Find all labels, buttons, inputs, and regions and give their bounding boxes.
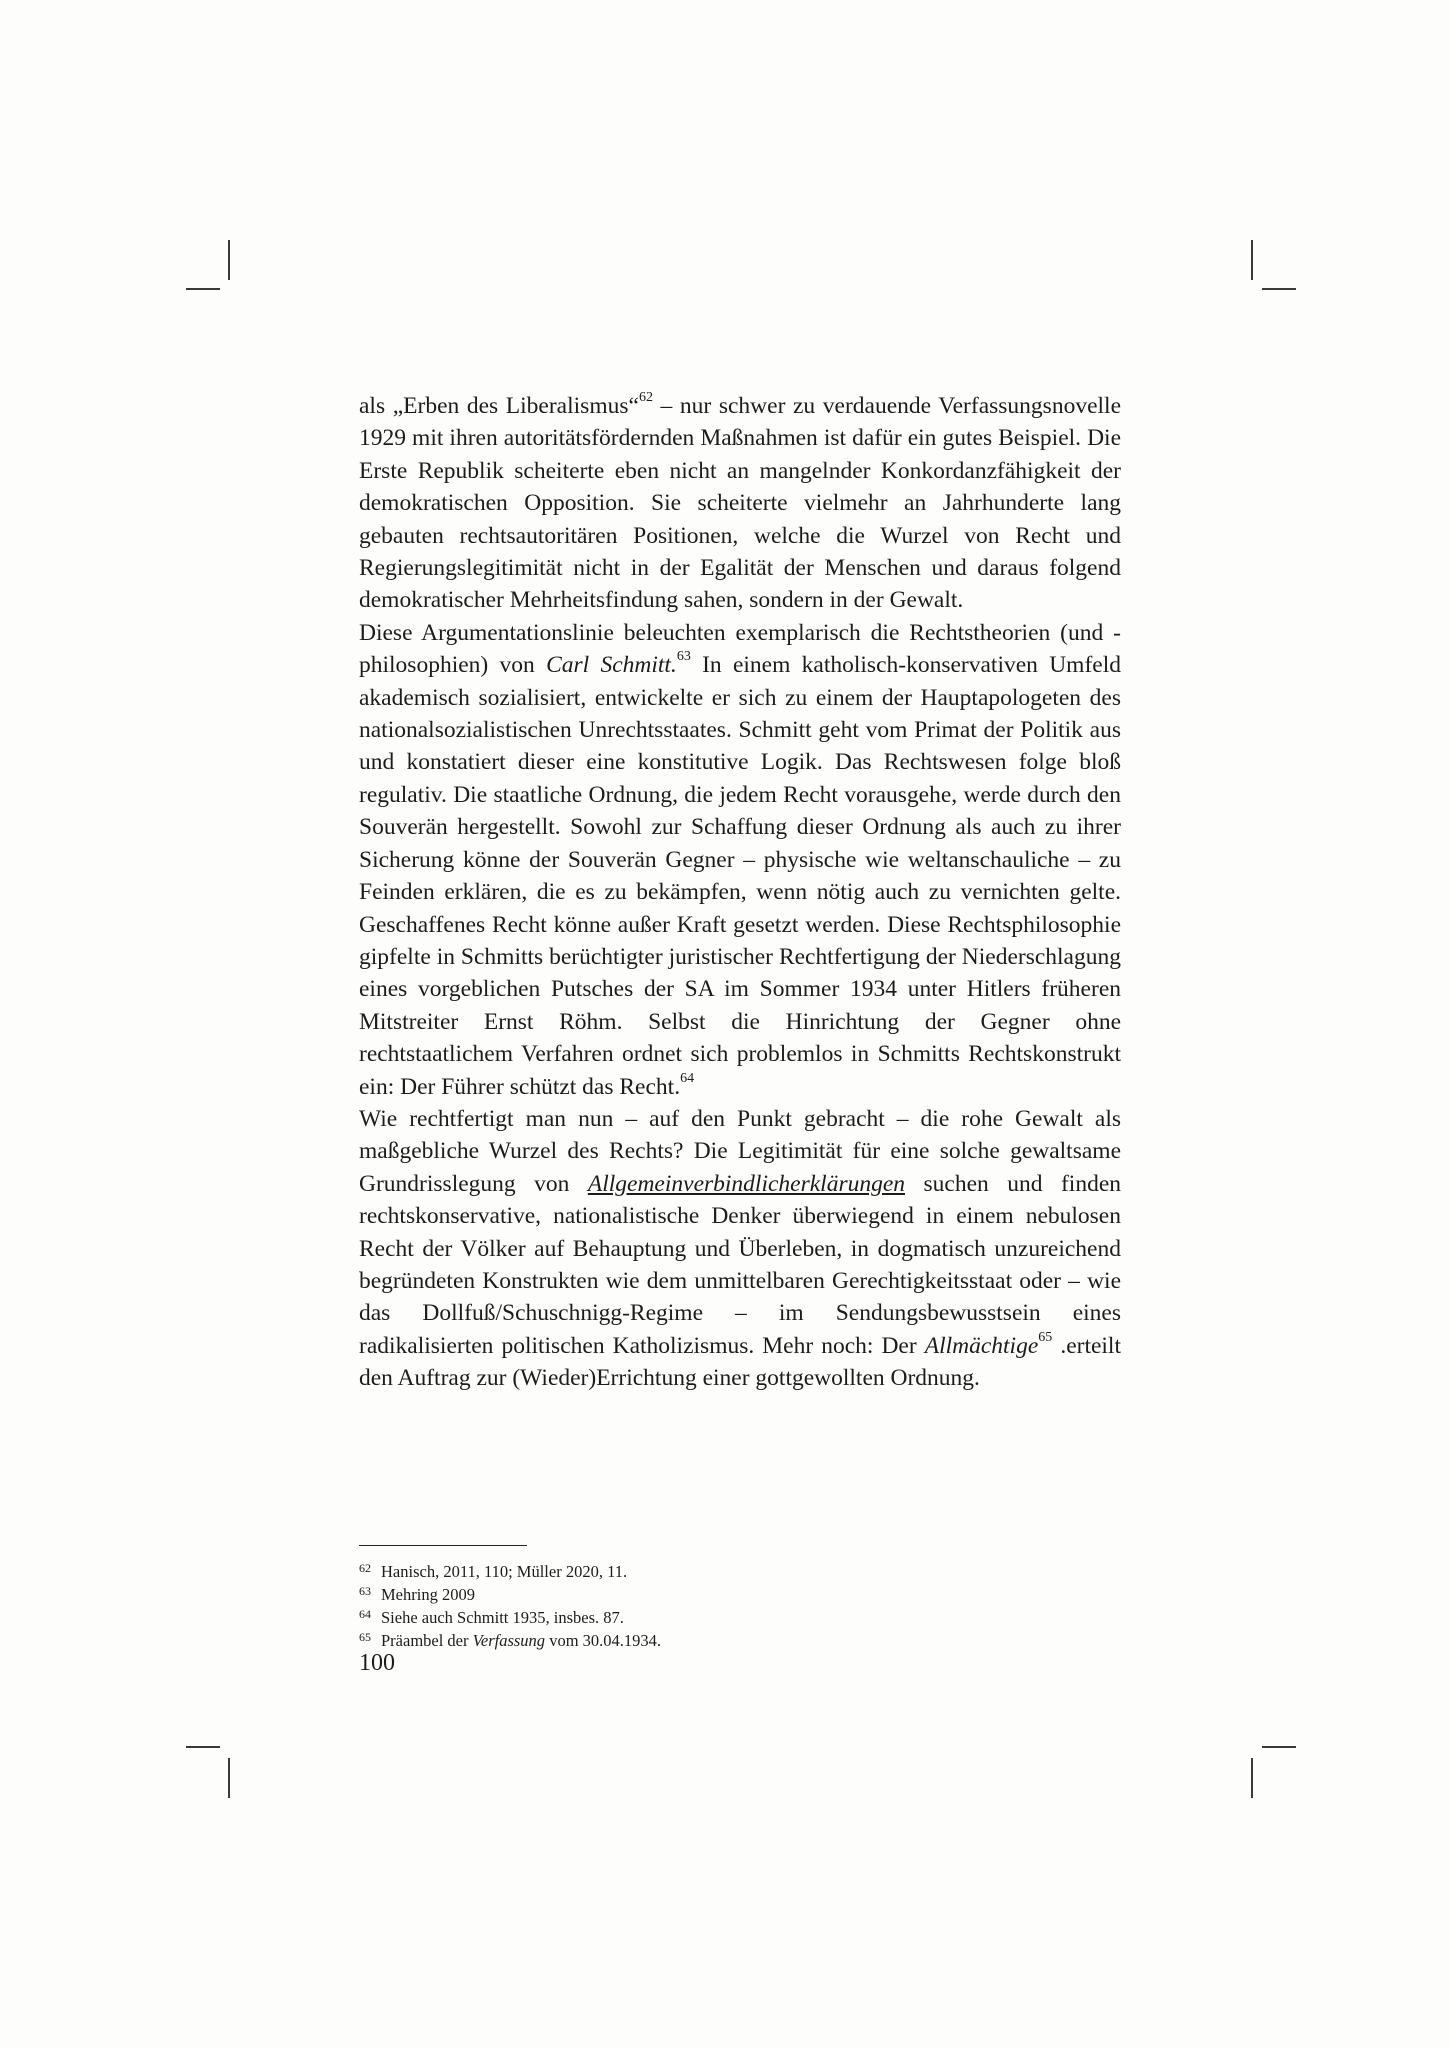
footnote: 62 Hanisch, 2011, 110; Müller 2020, 11. — [359, 1561, 628, 1581]
footnotes — [359, 1545, 1121, 1652]
crop-mark — [228, 240, 230, 280]
crop-mark — [1262, 1746, 1296, 1748]
crop-mark — [1251, 1758, 1253, 1798]
paragraph: als „Erben des Liberalismus“$^{62}$ – nur schwer zu verdauende Verfassungsnovelle 1929 mit ihren autoritätsfördernden Maßnahmen ist dafür ein gutes Beispiel. Die Erste Republik scheiterte eben nicht an mangelnder Konkordanzfähigkeit der demokratischen Opposition. Sie scheiterte vielmehr an Jahrhunderte lang gebauten rechtsautoritären Positionen, welche die Wurzel von Recht und Regierungslegitimität nicht in der Egalität der Menschen und daraus folgend demokratischer Mehrheitsfindung sahen, sondern in der Gewalt. — [359, 390, 1121, 614]
paragraph: Diese Argumentationslinie beleuchten exemplarisch die Rechtstheorien (und -philosophien) von Carl Schmitt.$^{63}$ In einem katholisch-konservativen Umfeld akademisch sozialisiert, entwickelte er sich zu einem der Hauptapologeten des nationalsozialistischen Unrechtsstaates. Schmitt geht vom Primat der Politik aus und konstatiert dieser eine konstitutive Logik. Das Rechtswesen folge bloß regulativ. Die staatliche Ordnung, die jedem Recht vorausgehe, werde durch den Souverän hergestellt. Sowohl zur Schaffung dieser Ordnung als auch zu ihrer Sicherung könne der Souverän Gegner – physische wie weltanschauliche – zu Feinden erklären, die es zu bekämpfen, wenn nötig auch zu vernichten gelte. Geschaffenes Recht könne außer Kraft gesetzt werden. Diese Rechtsphilosophie gipfelte in Schmitts berüchtigter juristischer Rechtfertigung der Niederschlagung eines vorgeblichen Putsches der SA im Sommer 1934 unter Hitlers früheren Mitstreiter Ernst Röhm. Selbst die Hinrichtung der Gegner ohne rechtstaatlichem Verfahren ordnet sich problemlos in Schmitts Rechtskonstrukt ein: Der Führer schützt das Recht.$^{64}$ — [359, 619, 1121, 1100]
crop-mark — [186, 288, 220, 290]
footnote: 65 Präambel der Verfassung vom 30.04.1934. — [359, 1630, 662, 1650]
footnote: 64 Siehe auch Schmitt 1935, insbes. 87. — [359, 1607, 624, 1627]
page-number: 100 — [359, 1650, 395, 1676]
footnote-rule — [359, 1545, 527, 1546]
crop-mark — [1262, 288, 1296, 290]
paragraph: Wie rechtfertigt man nun – auf den Punkt gebracht – die rohe Gewalt als maßgebliche Wurzel des Rechts? Die Legitimität für eine solche gewaltsame Grundrisslegung von Allgemeinverbindlicherklärungen suchen und finden rechtskonservative, nationalistische Denker überwiegend in einem nebulosen Recht der Völker auf Behauptung und Überleben, in dogmatisch unzureichend begründeten Konstrukten wie dem unmittelbaren Gerechtigkeitsstaat oder – wie das Dollfuß/Schuschnigg-Regime – im Sendungsbewusstsein eines radikalisierten politischen Katholizismus. Mehr noch: Der Allmächtige$^{65}$ .erteilt den Auftrag zur (Wieder)Errichtung einer gottgewollten Ordnung. — [359, 1105, 1121, 1392]
crop-mark — [186, 1746, 220, 1748]
footnote: 63 Mehring 2009 — [359, 1584, 475, 1604]
crop-mark — [1251, 240, 1253, 280]
body-text — [359, 390, 1121, 1395]
crop-mark — [228, 1758, 230, 1798]
